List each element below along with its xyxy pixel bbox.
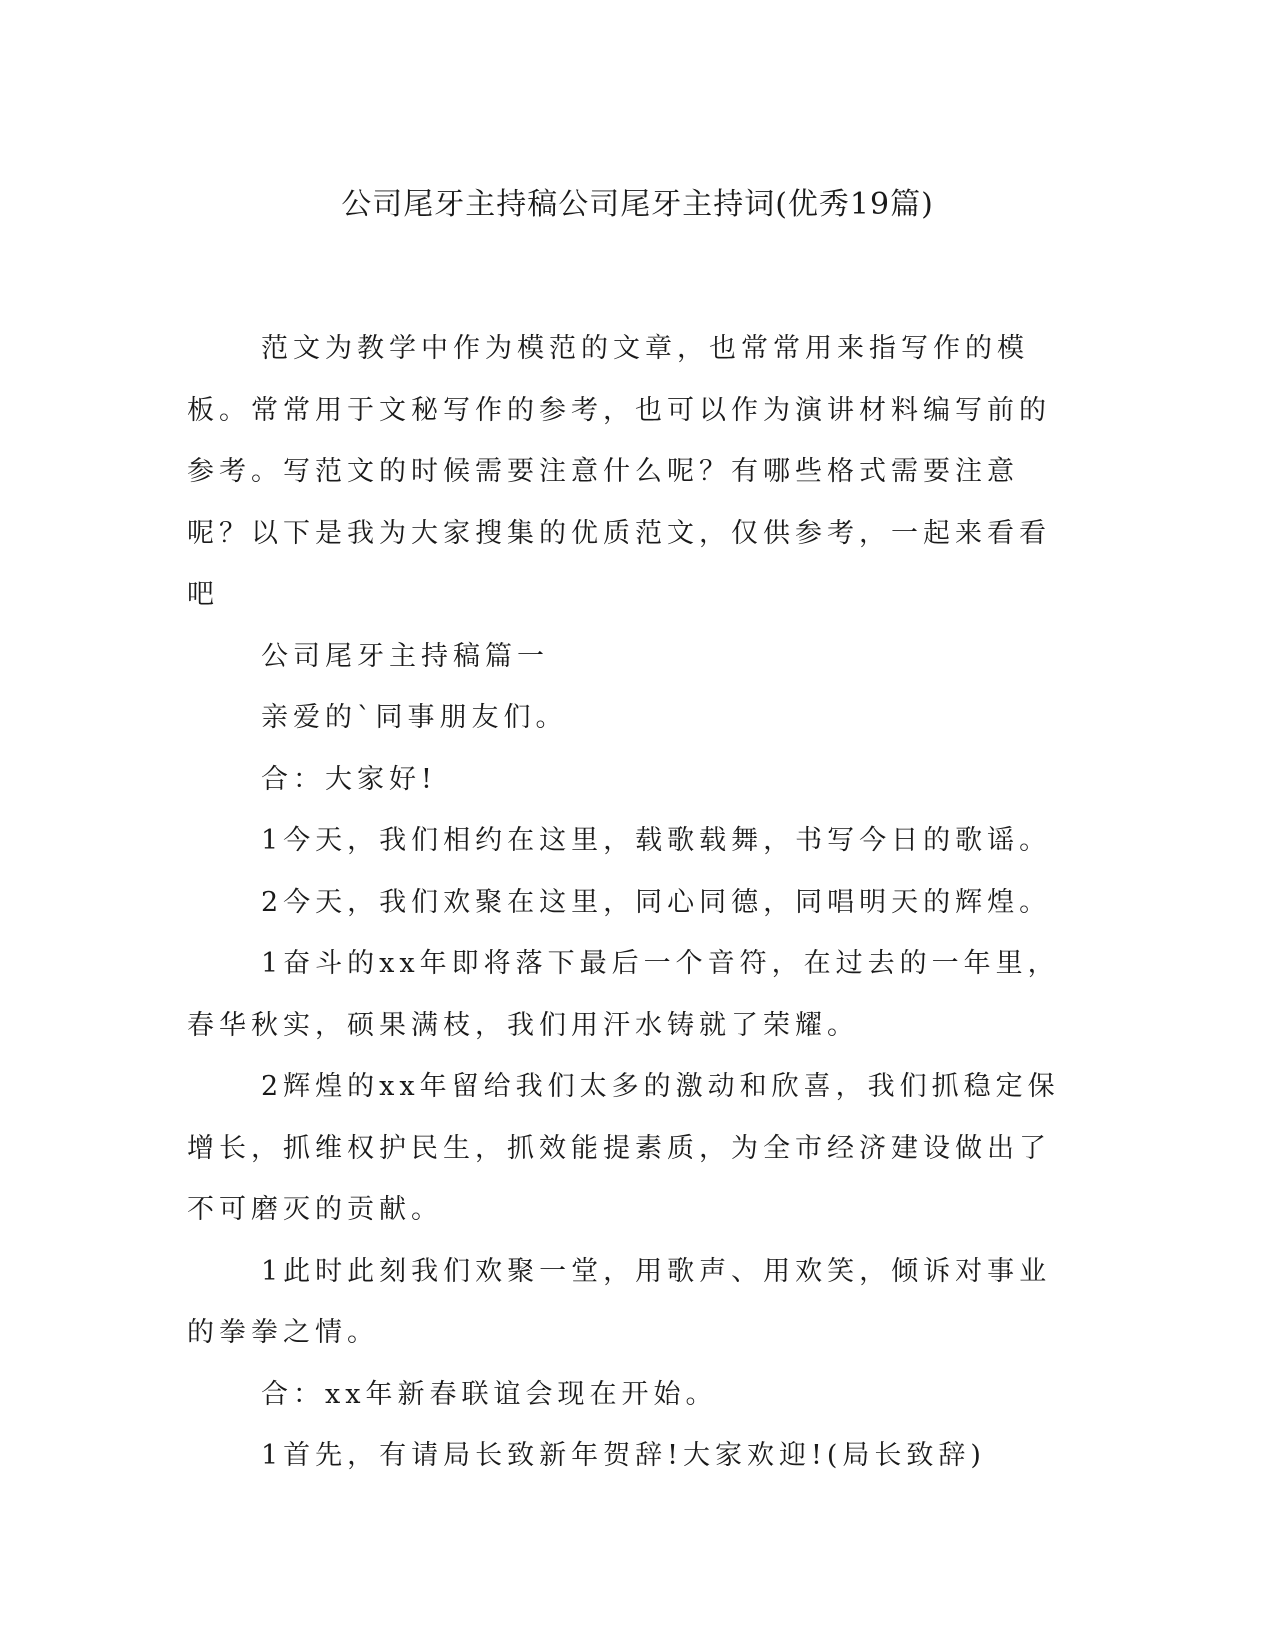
paragraph: 1首先，有请局长致新年贺辞!大家欢迎!(局长致辞) <box>261 1440 986 1471</box>
paragraph: 2辉煌的xx年留给我们太多的激动和欣喜，我们抓稳定保增长，抓维权护民生，抓效能提素质，为全市经济建设做出了不可磨灭的贡献。 <box>187 1071 1060 1225</box>
paragraph-intro: 范文为教学中作为模范的文章，也常常用来指写作的模板。常常用于文秘写作的参考，也可以作为演讲材料编写前的参考。写范文的时候需要注意什么呢？有哪些格式需要注意呢？以下是我为大家搜集的优质范文，仅供参考，一起来看看吧 <box>187 333 1051 610</box>
paragraph: 合：xx年新春联谊会现在开始。 <box>261 1378 718 1410</box>
document-body <box>187 318 1067 1487</box>
paragraph: 1此时此刻我们欢聚一堂，用歌声、用欢笑，倾诉对事业的拳拳之情。 <box>187 1255 1052 1348</box>
paragraph: 1今天，我们相约在这里，载歌载舞，书写今日的歌谣。 <box>261 825 1052 856</box>
paragraph: 2今天，我们欢聚在这里，同心同德，同唱明天的辉煌。 <box>261 886 1052 918</box>
paragraph: 合：大家好! <box>261 763 437 795</box>
paragraph: 1奋斗的xx年即将落下最后一个音符，在过去的一年里，春华秋实，硕果满枝，我们用汗水铸就了荣耀。 <box>187 948 1060 1041</box>
document-title: 公司尾牙主持稿公司尾牙主持词(优秀19篇) <box>341 187 934 222</box>
paragraph-section-heading: 公司尾牙主持稿篇一 <box>261 640 549 672</box>
paragraph-greeting: 亲爱的`同事朋友们。 <box>261 702 568 733</box>
